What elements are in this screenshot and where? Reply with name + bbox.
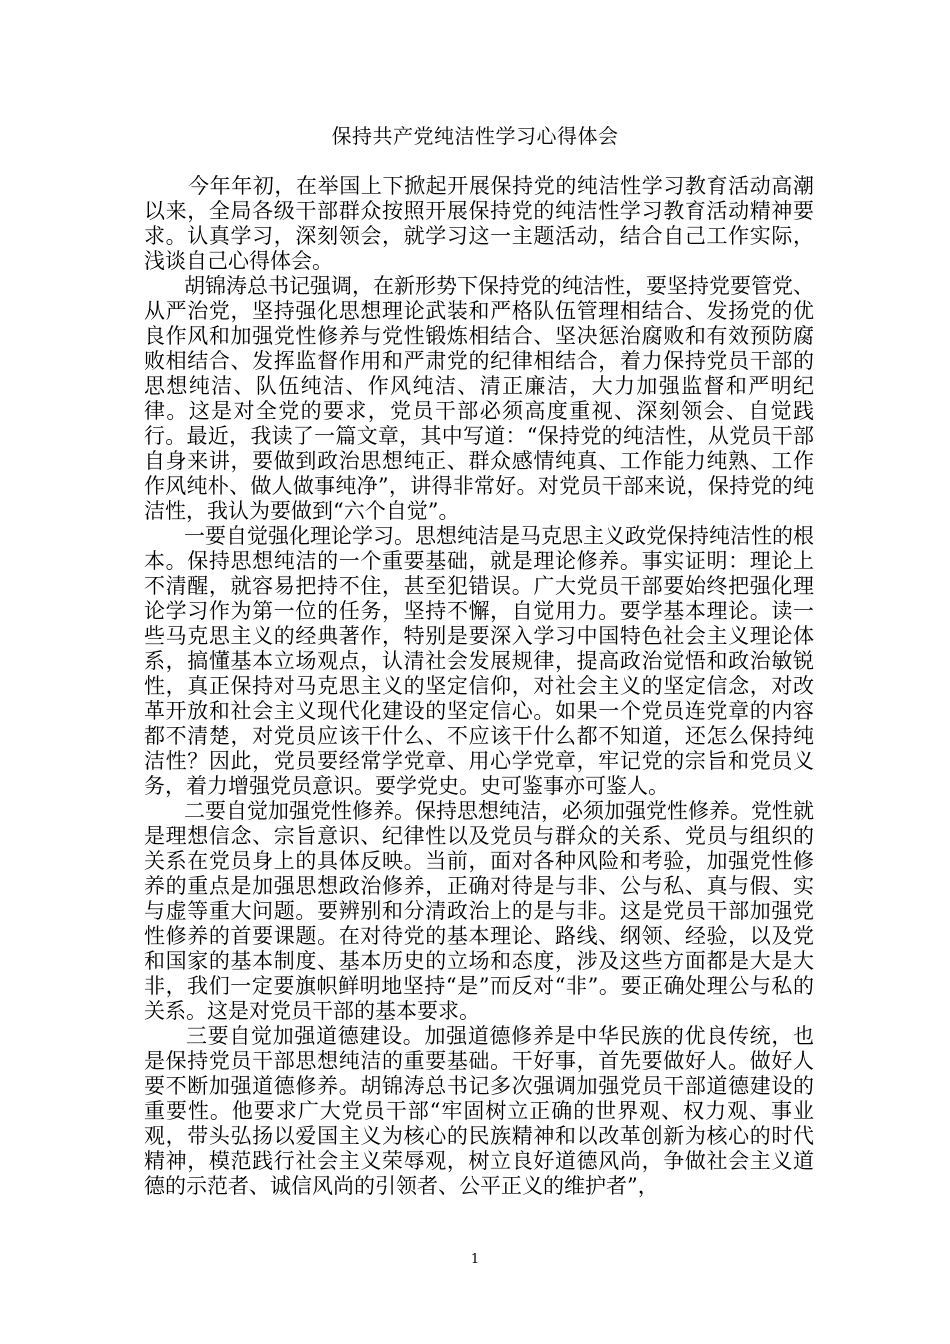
- document-title: 保持共产党纯洁性学习心得体会: [331, 124, 619, 148]
- document-body: [144, 174, 814, 1199]
- paragraph-party-spirit: 二要自觉加强党性修养。保持思想纯洁，必须加强党性修养。党性就是理想信念、宗旨意识、纪律性以及党员与群众的关系、党员与组织的关系在党员身上的具体反映。当前，面对各种风险和考验，加强党性修养的重点是加强思想政治修养，正确对待是与非、公与私、真与假、实与虚等重大问题。要辨别和分清政治上的是与非。这是党员干部加强党性修养的首要课题。在对待党的基本理论、路线、纲领、经验，以及党和国家的基本制度、基本历史的立场和态度，涉及这些方面都是大是大非，我们一定要旗帜鲜明地坚持“是”而反对“非”。要正确处理公与私的关系。这是对党员干部的基本要求。: [144, 799, 814, 1023]
- page-number: 1: [470, 1252, 480, 1267]
- paragraph-theory-study: 一要自觉强化理论学习。思想纯洁是马克思主义政党保持纯洁性的根本。保持思想纯洁的一个重要基础，就是理论修养。事实证明：理论上不清醒，就容易把持不住，甚至犯错误。广大党员干部要始终把强化理论学习作为第一位的任务，坚持不懈，自觉用力。要学基本理论。读一些马克思主义的经典著作，特别是要深入学习中国特色社会主义理论体系，搞懂基本立场观点，认清社会发展规律，提高政治觉悟和政治敏锐性，真正保持对马克思主义的坚定信仰，对社会主义的坚定信念，对改革开放和社会主义现代化建设的坚定信心。如果一个党员连党章的内容都不清楚，对党员应该干什么、不应该干什么都不知道，还怎么保持纯洁性？因此，党员要经常学党章、用心学党章，牢记党的宗旨和党员义务，着力增强党员意识。要学党史。史可鉴事亦可鉴人。: [144, 524, 814, 798]
- paragraph-hu-jintao-emphasis: 胡锦涛总书记强调，在新形势下保持党的纯洁性，要坚持党要管党、从严治党，坚持强化思想理论武装和严格队伍管理相结合、发扬党的优良作风和加强党性修养与党性锻炼相结合、坚决惩治腐败和有效预防腐败相结合、发挥监督作用和严肃党的纪律相结合，着力保持党员干部的思想纯洁、队伍纯洁、作风纯洁、清正廉洁，大力加强监督和严明纪律。这是对全党的要求，党员干部必须高度重视、深刻领会、自觉践行。最近，我读了一篇文章，其中写道：“保持党的纯洁性，从党员干部自身来讲，要做到政治思想纯正、群众感情纯真、工作能力纯熟、工作作风纯朴、做人做事纯净”，讲得非常好。对党员干部来说，保持党的纯洁性，我认为要做到“六个自觉”。: [144, 274, 814, 523]
- paragraph-moral-building: 三要自觉加强道德建设。加强道德修养是中华民族的优良传统，也是保持党员干部思想纯洁的重要基础。干好事，首先要做好人。做好人要不断加强道德修养。胡锦涛总书记多次强调加强党员干部道德建设的重要性。他要求广大党员干部“牢固树立正确的世界观、权力观、事业观，带头弘扬以爱国主义为核心的民族精神和以改革创新为核心的时代精神，模范践行社会主义荣辱观，树立良好道德风尚，争做社会主义道德的示范者、诚信风尚的引领者、公平正义的维护者”，: [144, 1024, 814, 1198]
- paragraph-intro: 今年年初，在举国上下掀起开展保持党的纯洁性学习教育活动高潮以来，全局各级干部群众按照开展保持党的纯洁性学习教育活动精神要求。认真学习，深刻领会，就学习这一主题活动，结合自己工作实际，浅谈自己心得体会。: [144, 174, 814, 273]
